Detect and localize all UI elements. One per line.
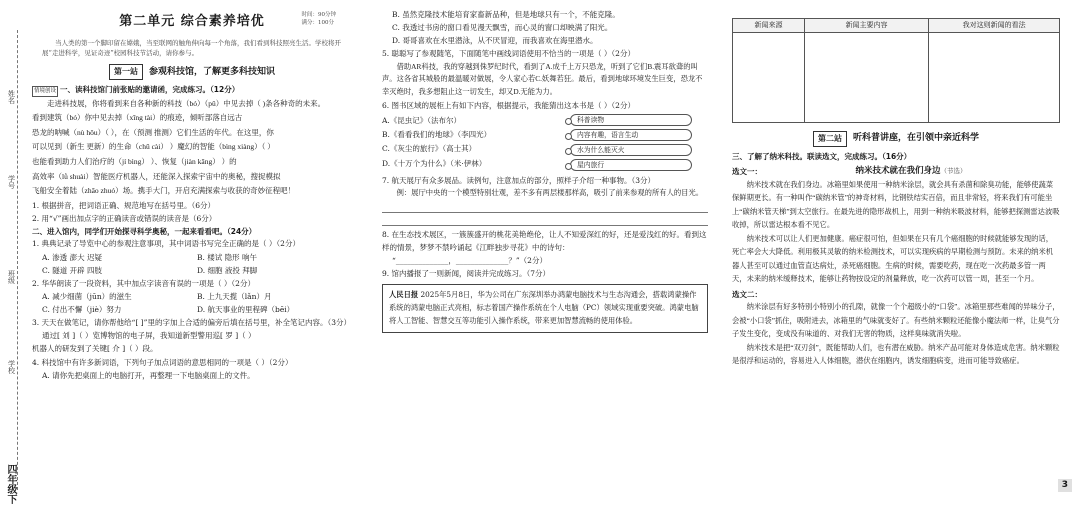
- question-2-4-option-a: A. 请你先把桌面上的电脑打开，再整理一下电脑桌面上的文件。: [42, 370, 255, 380]
- option-b: B. 上九天揽（lǎn）月: [197, 291, 272, 301]
- hint-card: 内容有趣，语言生动: [570, 129, 692, 141]
- binding-label-name: 姓名: [7, 90, 16, 104]
- station-one-box: 第一站: [109, 64, 143, 80]
- table-header: 新闻主要内容: [804, 19, 928, 33]
- selection-two-paragraph: 纳米涂层有好多特别小特别小的孔隙，就像一个个超级小的“口袋”。冰箱里那些难闻的异味分子，会被“小口袋”抓住，吸附进去，冰箱里的气味就变好了。有些纳米颗粒还能像小魔法师一样，让臭气分子发生变化，变成没有味道的、对我们无害的物质，这样臭味就消失啦。: [732, 302, 1060, 339]
- page-right: [720, 0, 1080, 512]
- station-one-header: [32, 64, 352, 80]
- table-header: 新闻来源: [733, 19, 805, 33]
- question-2-4: 4. 科技馆中有许多新词语，下列句子加点词语的意思相同的一项是（ ）（2分）: [32, 357, 293, 367]
- options-row: [32, 251, 352, 264]
- station-two-header: [732, 131, 1060, 147]
- question-2-5: 5. 聪聪写了参观随笔，下面随笔中画线词语使用不恰当的一项是（ ）（2分）: [382, 49, 635, 59]
- hint-card: 科普读物: [570, 114, 692, 126]
- selection-two-header: [732, 289, 1060, 300]
- selection-one-note: （节选）: [940, 167, 967, 176]
- hint-card: 水为什么能灭火: [570, 144, 692, 156]
- table-cell[interactable]: [733, 33, 805, 123]
- section-two-heading: 二、进入馆内，同学们开始探寻科学奥秘，一起来看看吧。（24分）: [32, 227, 257, 237]
- book-option-c: C.《灰尘的旅行》（高士其）: [382, 144, 477, 154]
- question-2-5-essay: 借助AR科技，我的穿越到侏罗纪时代，看到了A.成千上万只恐龙，听到了它们B.震耳欲聋的叫声。这各省其城般的最温暖对做展，令人家心若C.妖舞若狂。最后，看到地球环境发生巨变，恐龙不幸灭绝时，我多想阻止这一切发生，却又D.无能为力。: [382, 61, 703, 97]
- selection-two-label: 选文二：: [732, 289, 762, 299]
- station-two-box: 第二站: [813, 131, 847, 147]
- options-row: [32, 264, 352, 277]
- selection-one-paragraph: 纳米技术就在我们身边。冰箱里如果使用一种纳米涂层，就会具有杀菌和除臭功能，能够使蔬菜保鲜期更长。有一种叫作“碳纳米管”的神奇材料，比钢铁结实百倍，而且非常轻，将来我们有可能坐上“碳纳米管天梯”到太空旅行。在最先进的隐形战机上，用到一种纳米吸波材料，能够把探测雷达波吸收掉，所以雷达根本看不见它。: [732, 180, 1060, 230]
- question-2-8: 8. 在生态技术展区，一簇簇盛开的桃花美艳绝伦，让人不知爱深红的好，还是爱浅红的好。看到这样的情景，梦梦不禁吟诵起《江畔独步寻花》中的诗句：: [382, 229, 707, 252]
- right-content: [732, 18, 1060, 368]
- section-three-heading: 三、了解了纳米科技。联读选文，完成练习。（16分）: [732, 152, 912, 161]
- book-matching: [382, 114, 708, 174]
- answer-line[interactable]: [382, 202, 708, 213]
- hint-cards: [570, 114, 692, 174]
- news-analysis-table: [732, 18, 1060, 123]
- option-a: A. 渗透 澎大 迟疑: [42, 252, 102, 262]
- selection-two-paragraph: 纳米技术是把“双刃剑”，既能帮助人们，也有潜在威胁。纳米产品可能对身体造成危害。纳米颗粒是很浮和运动的，容易进入人体细胞，潜伏在细胞内，诱发细胞病变，进而可能导致癌症。: [732, 342, 1060, 366]
- question-2-1: 1. 典典记录了导览中心的参观注意事项，其中词语书写完全正确的是（ ）（2分）: [32, 239, 300, 249]
- selection-one-title: 纳米技术就在我们身边: [855, 166, 941, 177]
- binding-brand: 四年级下: [5, 464, 16, 504]
- options-row: [32, 303, 352, 316]
- binding-dashed-line: [17, 30, 18, 490]
- passage-line: 可以见到（新生 更新）的生命（chū cài） ）魔幻的智能（bìng xiàng）（ ）: [32, 142, 275, 152]
- binding-label-id: 学号: [7, 175, 16, 189]
- selection-one-label: 选文一：: [732, 167, 762, 176]
- question-2-4-option-c: C. 我透过书房的窗口看见漫天飘雪，而心灵的窗口却映满了阳光。: [392, 23, 613, 33]
- passage-line: 恐龙的呐喊（nù hǒu）（ ），在（预测 推测）它们生活的年代。在这里，你: [32, 127, 274, 137]
- binding-strip: [0, 0, 30, 512]
- hint-card: 屋内旅行: [570, 159, 692, 171]
- unit-intro: 当人类的第一个脚印留在嫦娥，当至联网的触角伸向每一个角落，我们看到科技照亮生活。学校将开展“走进科学，见证奇迹”校园科技节活动，请你参与。: [42, 38, 341, 57]
- question-1-2: 2. 用“√”画出加点字的正确读音或错误的读音是（6分）: [32, 214, 217, 224]
- option-d: D. 航天事业的里程碑（bēi）: [197, 305, 295, 315]
- unit-header: [32, 12, 352, 32]
- invitation-passage: [32, 97, 352, 199]
- news-body: 2025年5月8日，华为公司在广东深圳举办鸿蒙电脑技术与生态沟通会，搭载鸿蒙操作系统的鸿蒙电脑正式亮相，标志着国产操作系统在个人电脑（PC）领域实现重要突破。鸿蒙电脑将人工智能、智慧交互等功能引入操作系统，带来更加智慧流畅的使用体验。: [389, 290, 699, 325]
- question-2-3: 3. 天天在做笔记，请你帮他给“[ ]”里的字加上合适的偏旁后填在括号里，补全笔记内容。（3分）: [32, 318, 351, 328]
- full-score: 满分：100分: [301, 19, 334, 26]
- situation-tag: 情境创设: [32, 86, 58, 96]
- question-2-2: 2. 华华朗读了一段资料，其中加点字读音有误的一项是（ ）（2分）: [32, 278, 255, 288]
- question-2-4-option-b: B. 虽然克隆技术能培育家畜新品种，但是地球只有一个，不能克隆。: [392, 10, 620, 19]
- book-option-d: D.《十万个为什么》（米·伊林）: [382, 158, 487, 168]
- option-d: D. 细胞 液投 拜脚: [197, 265, 258, 275]
- passage-line: 走进科技展，你将看到来自各种新的科技（bó）（pǔ）中见去掉（ )条各种奇的未来。: [47, 98, 326, 108]
- station-one-title: 参观科技馆，了解更多科技知识: [148, 66, 275, 77]
- book-option-b: B.《看看我们的地球》（李四光）: [382, 130, 492, 140]
- time-limit: 时间：90分钟: [301, 12, 336, 18]
- question-2-7-example: 例：展厅中央的一个模型特别壮观，差不多有两层楼那样高，吸引了前来参观的所有人的目光。: [396, 188, 704, 198]
- book-option-a: A.《昆虫记》（法布尔）: [382, 115, 462, 125]
- passage-line: 高效率（lǜ shuài）智能医疗机器人，还能深入探索宇宙中的奥秘，搜捉模拟: [32, 171, 281, 181]
- passage-line: 也能看到助力人们治疗的（jí bìng） ）、恢复（jiàn kāng） ）的: [32, 157, 237, 167]
- question-2-9: 9. 馆内播报了一则新闻，阅读并完成练习。（7分）: [382, 269, 551, 279]
- page-number: 3: [1058, 479, 1072, 493]
- time-score-box: [302, 12, 337, 27]
- question-2-3-line-b: 机器人的研发到了关键[ 介 ]（ ）段。: [32, 344, 158, 354]
- unit-title: 第二单元 综合素养培优: [119, 14, 265, 29]
- question-2-8-blank: “______________，______________？”（2分）: [392, 256, 547, 266]
- question-2-4-option-d: D. 哥哥喜欢在水里潜泳，从不厌冒迎，而我喜欢在海里潜水。: [392, 36, 598, 46]
- selection-one-header: [732, 165, 1060, 178]
- news-box: [382, 284, 708, 332]
- question-1-1: 1. 根据拼音，把词语正确、规范地写在括号里。（6分）: [32, 200, 216, 210]
- question-2-6: 6. 图书区域的展柜上有如下内容，根据提示，我能猜出这本书是（ ）（2分）: [382, 100, 635, 110]
- passage-line: 看到建筑（bó）你中见去掉（xīng tài）的痕迹，倾听部落自远古: [32, 113, 243, 123]
- binding-label-school: 学校: [7, 360, 16, 374]
- middle-content: [382, 8, 708, 333]
- left-content: [32, 12, 352, 382]
- table-cell[interactable]: [929, 33, 1060, 123]
- answer-line[interactable]: [382, 215, 708, 226]
- selection-one-title-wrap: [762, 165, 1060, 178]
- passage-line: 飞船安全着陆（zhāo zhuó）场。携手大门，开启充满探索与收获的奇妙征程吧！: [32, 186, 296, 196]
- book-options: [382, 114, 570, 174]
- option-b: B. 楼试 隐形 响午: [197, 252, 258, 262]
- page-left: [0, 0, 360, 512]
- options-row: [32, 290, 352, 303]
- question-2-3-line-a: 通过[ 刘 ]（ ）览博物馆的电子屏，我知道新型警用巡[ 罗 ]（ ）: [42, 331, 256, 341]
- page-middle: [360, 0, 720, 512]
- option-c: C. 付出不懈（jiè）努力: [42, 305, 122, 315]
- news-source: 人民日报: [389, 290, 419, 300]
- table-cell[interactable]: [804, 33, 928, 123]
- section-one-heading: 情境创设 一、读科技馆门前张贴的邀请函，完成练习。（12分）: [32, 84, 352, 96]
- option-c: C. 隧道 开辟 四肢: [42, 265, 103, 275]
- selection-one-paragraph: 纳米技术可以让人们更加健康。癌症很可怕，但如果在只有几个癌细胞的时候就能够发现的话，死亡率会大大降低。利用极其灵敏的纳米检测技术，可以实现疾病的早期检测与预防。未来的纳米机器人甚至可以通过血管直达病灶，杀死癌细胞。生病的时候，需要吃药，现在吃一次药最多管一两天，未来的纳米缓释技术，能够让药物按设定的剂量释放，吃一次药可以管一周，甚至一个月。: [732, 233, 1054, 284]
- question-2-7: 7. 航天展厅有众多展品。读例句，注意加点的部分，照样子介绍一种事物。（3分）: [382, 175, 656, 185]
- table-header: 我对这则新闻的看法: [929, 19, 1060, 33]
- station-two-title: 听科普讲座，在引领中亲近科学: [852, 133, 979, 144]
- binding-label-class: 班级: [7, 270, 16, 284]
- option-a: A. 减少细菌（jūn）的滋生: [42, 291, 132, 301]
